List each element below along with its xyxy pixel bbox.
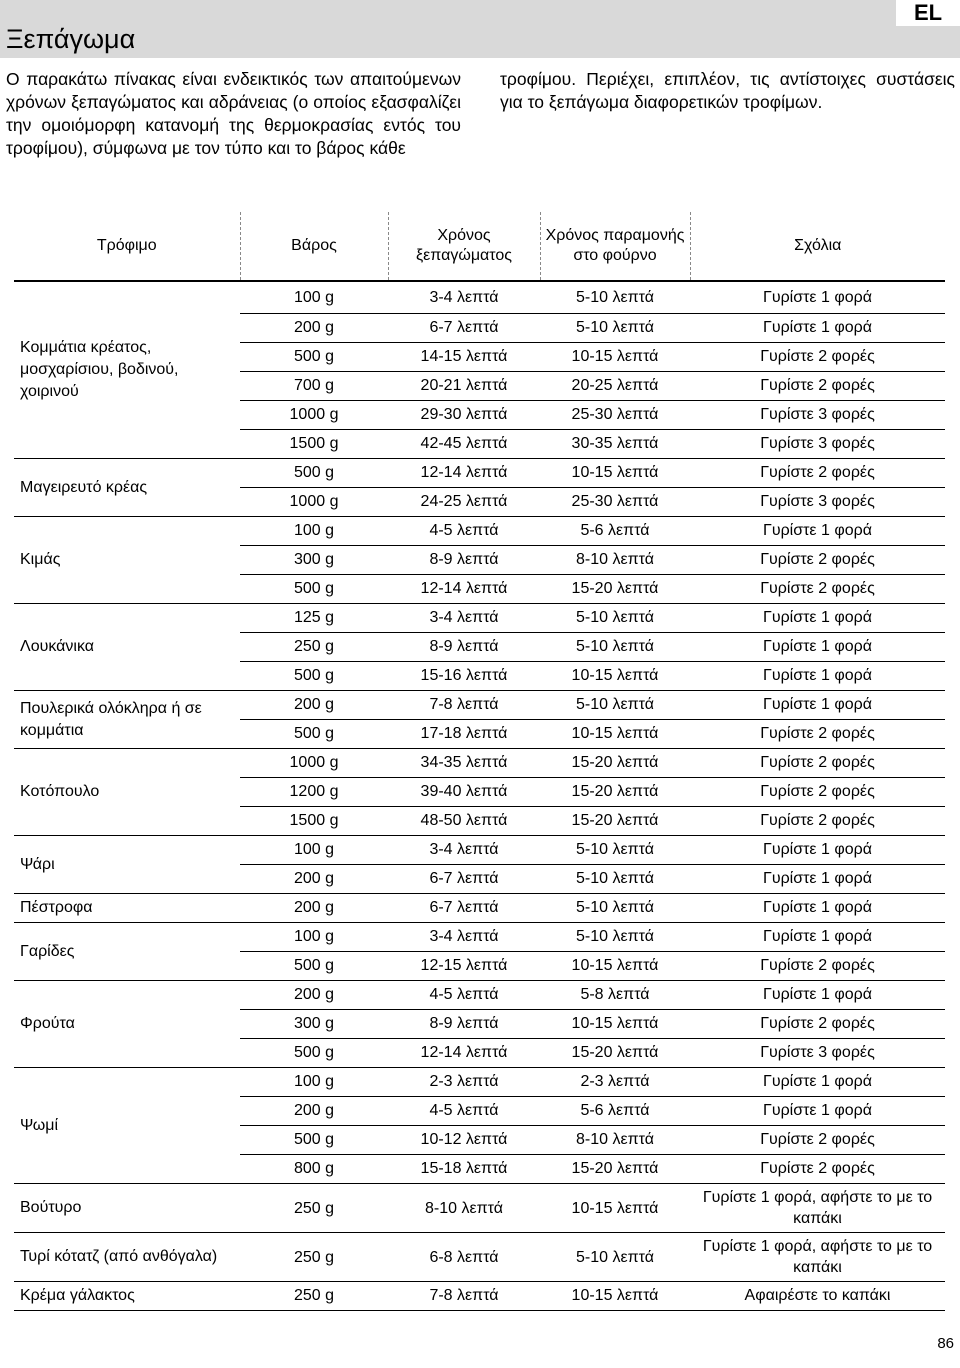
standing-time-cell: 5-10 λεπτά	[540, 691, 690, 720]
standing-time-cell: 5-10 λεπτά	[540, 633, 690, 662]
comment-cell: Γυρίστε 2 φορές	[690, 720, 945, 749]
weight-cell: 1000 g	[240, 401, 388, 430]
comment-cell: Γυρίστε 2 φορές	[690, 459, 945, 488]
comment-cell: Γυρίστε 1 φορά, αφήστε το με το καπάκι	[690, 1184, 945, 1233]
weight-cell: 500 g	[240, 575, 388, 604]
weight-cell: 100 g	[240, 1068, 388, 1097]
defrost-time-cell: 24-25 λεπτά	[388, 488, 540, 517]
weight-cell: 200 g	[240, 1097, 388, 1126]
comment-cell: Γυρίστε 1 φορά	[690, 836, 945, 865]
comment-cell: Γυρίστε 3 φορές	[690, 488, 945, 517]
defrost-time-cell: 12-15 λεπτά	[388, 952, 540, 981]
weight-cell: 250 g	[240, 1184, 388, 1233]
table-row	[14, 923, 945, 952]
defrost-time-cell: 2-3 λεπτά	[388, 1068, 540, 1097]
header-weight: Βάρος	[240, 212, 388, 281]
standing-time-cell: 2-3 λεπτά	[540, 1068, 690, 1097]
weight-cell: 500 g	[240, 459, 388, 488]
weight-cell: 250 g	[240, 1282, 388, 1311]
standing-time-cell: 15-20 λεπτά	[540, 778, 690, 807]
weight-cell: 200 g	[240, 314, 388, 343]
weight-cell: 500 g	[240, 343, 388, 372]
comment-cell: Γυρίστε 2 φορές	[690, 807, 945, 836]
defrost-time-cell: 7-8 λεπτά	[388, 691, 540, 720]
defrost-time-cell: 6-7 λεπτά	[388, 865, 540, 894]
defrost-time-cell: 12-14 λεπτά	[388, 459, 540, 488]
food-cell: Φρούτα	[14, 981, 240, 1068]
weight-cell: 200 g	[240, 691, 388, 720]
table-header-row	[14, 212, 945, 281]
comment-cell: Γυρίστε 2 φορές	[690, 1010, 945, 1039]
weight-cell: 1000 g	[240, 749, 388, 778]
comment-cell: Γυρίστε 2 φορές	[690, 1126, 945, 1155]
weight-cell: 500 g	[240, 720, 388, 749]
standing-time-cell: 5-6 λεπτά	[540, 517, 690, 546]
standing-time-cell: 10-15 λεπτά	[540, 459, 690, 488]
standing-time-cell: 30-35 λεπτά	[540, 430, 690, 459]
header-food: Τρόφιμο	[14, 212, 240, 281]
standing-time-cell: 10-15 λεπτά	[540, 720, 690, 749]
table-row	[14, 1184, 945, 1233]
comment-cell: Γυρίστε 1 φορά	[690, 865, 945, 894]
comment-cell: Γυρίστε 3 φορές	[690, 401, 945, 430]
food-cell: Μαγειρευτό κρέας	[14, 459, 240, 517]
standing-time-cell: 15-20 λεπτά	[540, 1039, 690, 1068]
food-cell: Κομμάτια κρέατος, μοσχαρίσιου, βοδινού, χοιρινού	[14, 281, 240, 459]
comment-cell: Γυρίστε 1 φορά	[690, 314, 945, 343]
comment-cell: Γυρίστε 2 φορές	[690, 546, 945, 575]
page-number: 86	[937, 1335, 954, 1352]
header-standing-time: Χρόνος παραμονής στο φούρνο	[540, 212, 690, 281]
weight-cell: 125 g	[240, 604, 388, 633]
comment-cell: Γυρίστε 2 φορές	[690, 575, 945, 604]
defrost-time-cell: 15-16 λεπτά	[388, 662, 540, 691]
defrost-time-cell: 6-7 λεπτά	[388, 314, 540, 343]
table-row	[14, 1233, 945, 1282]
table-body	[14, 281, 945, 1311]
defrost-time-cell: 3-4 λεπτά	[388, 604, 540, 633]
defrost-time-cell: 8-9 λεπτά	[388, 1010, 540, 1039]
defrost-time-cell: 8-10 λεπτά	[388, 1184, 540, 1233]
table-row	[14, 604, 945, 633]
table-row	[14, 1282, 945, 1311]
weight-cell: 100 g	[240, 517, 388, 546]
weight-cell: 500 g	[240, 662, 388, 691]
comment-cell: Γυρίστε 1 φορά	[690, 1068, 945, 1097]
comment-cell: Γυρίστε 2 φορές	[690, 778, 945, 807]
defrost-table	[14, 212, 945, 1311]
table-row	[14, 749, 945, 778]
standing-time-cell: 25-30 λεπτά	[540, 401, 690, 430]
defrost-time-cell: 7-8 λεπτά	[388, 1282, 540, 1311]
defrost-time-cell: 15-18 λεπτά	[388, 1155, 540, 1184]
defrost-time-cell: 8-9 λεπτά	[388, 546, 540, 575]
standing-time-cell: 8-10 λεπτά	[540, 546, 690, 575]
header-comments: Σχόλια	[690, 212, 945, 281]
comment-cell: Γυρίστε 2 φορές	[690, 343, 945, 372]
standing-time-cell: 10-15 λεπτά	[540, 1010, 690, 1039]
defrost-time-cell: 4-5 λεπτά	[388, 1097, 540, 1126]
weight-cell: 500 g	[240, 1126, 388, 1155]
table-row	[14, 691, 945, 720]
weight-cell: 200 g	[240, 865, 388, 894]
weight-cell: 300 g	[240, 1010, 388, 1039]
standing-time-cell: 5-10 λεπτά	[540, 923, 690, 952]
standing-time-cell: 5-10 λεπτά	[540, 281, 690, 314]
comment-cell: Γυρίστε 1 φορά	[690, 894, 945, 923]
standing-time-cell: 20-25 λεπτά	[540, 372, 690, 401]
defrost-time-cell: 6-8 λεπτά	[388, 1233, 540, 1282]
weight-cell: 100 g	[240, 281, 388, 314]
weight-cell: 100 g	[240, 836, 388, 865]
comment-cell: Γυρίστε 2 φορές	[690, 749, 945, 778]
defrost-time-cell: 10-12 λεπτά	[388, 1126, 540, 1155]
defrost-time-cell: 12-14 λεπτά	[388, 1039, 540, 1068]
table-row	[14, 836, 945, 865]
food-cell: Κοτόπουλο	[14, 749, 240, 836]
comment-cell: Γυρίστε 1 φορά	[690, 691, 945, 720]
weight-cell: 1500 g	[240, 430, 388, 459]
defrost-time-cell: 4-5 λεπτά	[388, 981, 540, 1010]
defrost-time-cell: 14-15 λεπτά	[388, 343, 540, 372]
weight-cell: 250 g	[240, 633, 388, 662]
standing-time-cell: 10-15 λεπτά	[540, 1184, 690, 1233]
food-cell: Ψωμί	[14, 1068, 240, 1184]
standing-time-cell: 25-30 λεπτά	[540, 488, 690, 517]
weight-cell: 1200 g	[240, 778, 388, 807]
defrost-time-cell: 8-9 λεπτά	[388, 633, 540, 662]
comment-cell: Γυρίστε 1 φορά	[690, 633, 945, 662]
comment-cell: Αφαιρέστε το καπάκι	[690, 1282, 945, 1311]
defrost-time-cell: 4-5 λεπτά	[388, 517, 540, 546]
comment-cell: Γυρίστε 1 φορά	[690, 1097, 945, 1126]
defrost-time-cell: 29-30 λεπτά	[388, 401, 540, 430]
food-cell: Κρέμα γάλακτος	[14, 1282, 240, 1311]
defrost-time-cell: 3-4 λεπτά	[388, 923, 540, 952]
defrost-time-cell: 42-45 λεπτά	[388, 430, 540, 459]
language-tab: EL	[896, 0, 960, 26]
weight-cell: 200 g	[240, 981, 388, 1010]
table-row	[14, 281, 945, 314]
defrost-time-cell: 39-40 λεπτά	[388, 778, 540, 807]
standing-time-cell: 5-8 λεπτά	[540, 981, 690, 1010]
defrost-time-cell: 34-35 λεπτά	[388, 749, 540, 778]
standing-time-cell: 10-15 λεπτά	[540, 952, 690, 981]
food-cell: Λουκάνικα	[14, 604, 240, 691]
weight-cell: 250 g	[240, 1233, 388, 1282]
food-cell: Κιμάς	[14, 517, 240, 604]
comment-cell: Γυρίστε 1 φορά	[690, 662, 945, 691]
standing-time-cell: 5-10 λεπτά	[540, 604, 690, 633]
weight-cell: 300 g	[240, 546, 388, 575]
page-title: Ξεπάγωμα	[6, 24, 136, 54]
weight-cell: 700 g	[240, 372, 388, 401]
standing-time-cell: 5-10 λεπτά	[540, 894, 690, 923]
weight-cell: 200 g	[240, 894, 388, 923]
comment-cell: Γυρίστε 1 φορά	[690, 923, 945, 952]
food-cell: Ψάρι	[14, 836, 240, 894]
comment-cell: Γυρίστε 1 φορά, αφήστε το με το καπάκι	[690, 1233, 945, 1282]
table-row	[14, 1068, 945, 1097]
standing-time-cell: 5-6 λεπτά	[540, 1097, 690, 1126]
weight-cell: 1000 g	[240, 488, 388, 517]
food-cell: Πουλερικά ολόκληρα ή σε κομμάτια	[14, 691, 240, 749]
comment-cell: Γυρίστε 1 φορά	[690, 604, 945, 633]
table-row	[14, 517, 945, 546]
defrost-time-cell: 3-4 λεπτά	[388, 281, 540, 314]
comment-cell: Γυρίστε 2 φορές	[690, 372, 945, 401]
weight-cell: 500 g	[240, 952, 388, 981]
standing-time-cell: 5-10 λεπτά	[540, 1233, 690, 1282]
table-row	[14, 894, 945, 923]
comment-cell: Γυρίστε 3 φορές	[690, 1039, 945, 1068]
standing-time-cell: 15-20 λεπτά	[540, 575, 690, 604]
defrost-time-cell: 12-14 λεπτά	[388, 575, 540, 604]
table-row	[14, 459, 945, 488]
header-defrost-time: Χρόνος ξεπαγώματος	[388, 212, 540, 281]
intro-paragraph-left: Ο παρακάτω πίνακας είναι ενδεικτικός των απαιτούμενων χρόνων ξεπαγώματος και αδράνειας (ο οποίος εξασφαλίζει την ομοιόμορφη κατανομή της θερμοκρασίας εντός του τροφίμου), σύμφωνα με τον τύπο και το βάρος κάθε	[6, 69, 461, 158]
comment-cell: Γυρίστε 3 φορές	[690, 430, 945, 459]
weight-cell: 500 g	[240, 1039, 388, 1068]
defrost-time-cell: 20-21 λεπτά	[388, 372, 540, 401]
food-cell: Πέστροφα	[14, 894, 240, 923]
table-row	[14, 981, 945, 1010]
standing-time-cell: 8-10 λεπτά	[540, 1126, 690, 1155]
standing-time-cell: 5-10 λεπτά	[540, 314, 690, 343]
defrost-time-cell: 6-7 λεπτά	[388, 894, 540, 923]
standing-time-cell: 10-15 λεπτά	[540, 343, 690, 372]
comment-cell: Γυρίστε 1 φορά	[690, 981, 945, 1010]
standing-time-cell: 15-20 λεπτά	[540, 749, 690, 778]
weight-cell: 100 g	[240, 923, 388, 952]
comment-cell: Γυρίστε 2 φορές	[690, 1155, 945, 1184]
weight-cell: 1500 g	[240, 807, 388, 836]
standing-time-cell: 5-10 λεπτά	[540, 836, 690, 865]
standing-time-cell: 15-20 λεπτά	[540, 807, 690, 836]
food-cell: Τυρί κότατζ (από ανθόγαλα)	[14, 1233, 240, 1282]
defrost-time-cell: 48-50 λεπτά	[388, 807, 540, 836]
weight-cell: 800 g	[240, 1155, 388, 1184]
standing-time-cell: 15-20 λεπτά	[540, 1155, 690, 1184]
header-bar	[0, 0, 960, 58]
defrost-time-cell: 17-18 λεπτά	[388, 720, 540, 749]
comment-cell: Γυρίστε 1 φορά	[690, 281, 945, 314]
comment-cell: Γυρίστε 2 φορές	[690, 952, 945, 981]
food-cell: Γαρίδες	[14, 923, 240, 981]
standing-time-cell: 10-15 λεπτά	[540, 662, 690, 691]
defrost-time-cell: 3-4 λεπτά	[388, 836, 540, 865]
intro-paragraph-right: τροφίμου. Περιέχει, επιπλέον, τις αντίστοιχες συστάσεις για το ξεπάγωμα διαφορετικών τροφίμων.	[500, 69, 955, 112]
comment-cell: Γυρίστε 1 φορά	[690, 517, 945, 546]
standing-time-cell: 5-10 λεπτά	[540, 865, 690, 894]
standing-time-cell: 10-15 λεπτά	[540, 1282, 690, 1311]
food-cell: Βούτυρο	[14, 1184, 240, 1233]
